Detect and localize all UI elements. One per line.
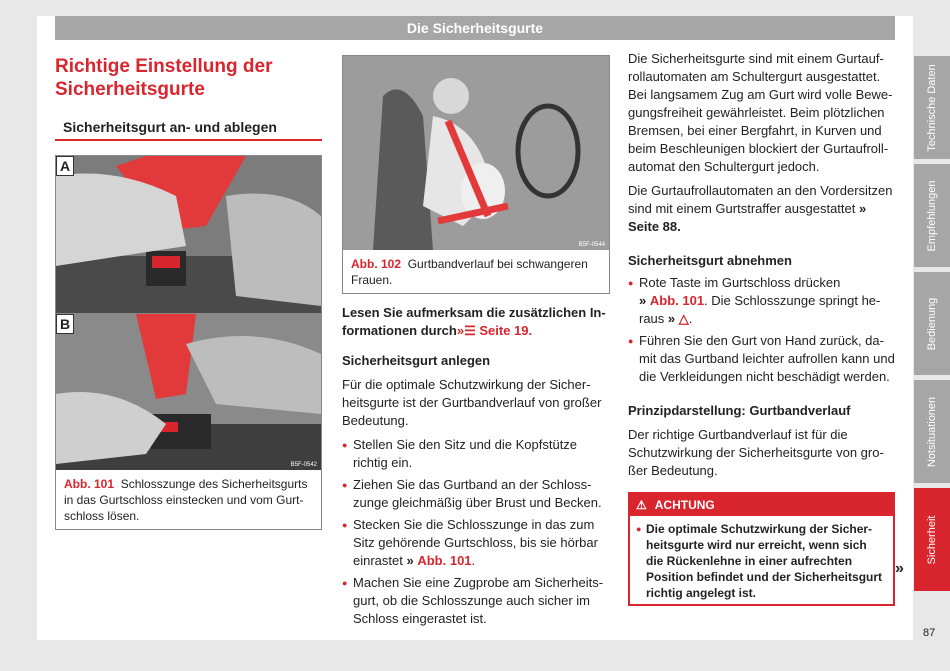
paragraph-straffer: Die Gurtaufrollautomaten an den Vordersitzen sind mit einem Gurtstraffer ausgestattet » Seite 88. <box>628 183 893 234</box>
steps-list <box>342 436 610 628</box>
warning-box <box>628 492 895 606</box>
list-item: ● Ziehen Sie das Gurtband an der Schlosszunge gleichmäßig über Brust und Becken. <box>342 476 610 512</box>
figure-code: B5F-0542 <box>290 462 317 468</box>
subheading-anlegen: Sicherheitsgurt anlegen <box>342 353 491 368</box>
tab-empfehlungen[interactable]: Empfehlungen <box>914 164 950 267</box>
subheading-abnehmen: Sicherheitsgurt abnehmen <box>628 253 792 268</box>
column-left <box>55 50 322 530</box>
page-number: 87 <box>923 627 936 639</box>
list-item: ● Stecken Sie die Schlosszunge in das zum Sitz gehörende Gurtschloss, bis sie hörbar einrastet » Abb. 101. <box>342 516 610 570</box>
column-middle <box>342 50 610 628</box>
pregnant-driver-illustration <box>343 56 609 250</box>
figure-code: B5F-0544 <box>578 242 605 248</box>
paragraph-anlegen: Für die optimale Schutzwirkung der Sicherheitsgurte ist der Gurtbandverlauf von großer Bedeutung. <box>342 377 602 428</box>
figure-101 <box>55 155 322 530</box>
column-right <box>628 50 895 606</box>
figure-label-b: B <box>56 314 74 334</box>
figure-102-caption <box>343 250 609 293</box>
figure-101-caption <box>56 470 321 529</box>
figure-number: Abb. 101 <box>64 477 115 491</box>
ref-arrow: » <box>456 323 465 338</box>
remove-list <box>628 274 895 386</box>
section-heading: Sicherheitsgurt an- und ablegen <box>55 117 322 141</box>
warning-icon: ⚠ <box>636 498 647 512</box>
list-item: ● Führen Sie den Gurt von Hand zurück, damit das Gurtband leichter aufrollen kann und die Verkleidungen nicht beschädigt werden. <box>628 332 895 386</box>
page-ref-link[interactable]: Seite 19. <box>479 323 533 338</box>
tab-sicherheit[interactable]: Sicherheit <box>914 488 950 591</box>
figure-102 <box>342 55 610 294</box>
tab-technische-daten[interactable]: Technische Daten <box>914 56 950 159</box>
paragraph-aufroll: Die Sicherheitsgurte sind mit einem Gurtaufrollautomaten am Schultergurt ausgestattet. Bei langsamem Zug am Gurt wird volle Bewegungsfreiheit gewährleistet. Beim plötzlichen Bremsen, bei einer Bergfahrt, in Kurven und beim Beschleunigen blockiert der Gurtaufrollautomat den Schultergurt jedoch. <box>628 51 893 174</box>
chapter-header: Die Sicherheitsgurte <box>55 16 895 40</box>
figure-number: Abb. 102 <box>351 257 402 271</box>
seatbelt-buckle-illustration-b <box>56 314 321 470</box>
subheading-prinzip: Prinzipdarstellung: Gurtbandverlauf <box>628 403 851 418</box>
figure-102-image <box>343 56 609 250</box>
paragraph-prinzip: Der richtige Gurtbandverlauf ist für die Schutzwirkung der Sicherheitsgurte von großer Bedeutung. <box>628 427 884 478</box>
continue-arrow-icon: » <box>895 560 904 577</box>
tab-bedienung[interactable]: Bedienung <box>914 272 950 375</box>
page-ref-link[interactable]: Seite 88. <box>628 219 681 234</box>
section-tabs <box>914 56 950 596</box>
warning-triangle-icon: △ <box>678 311 689 326</box>
list-item: ● Machen Sie eine Zugprobe am Sicherheitsgurt, ob die Schlosszunge auch sicher im Schloss eingerastet ist. <box>342 574 610 628</box>
figure-101-panel-a <box>56 156 321 313</box>
figure-ref-link[interactable]: Abb. 101 <box>417 553 472 568</box>
seatbelt-buckle-illustration-a <box>56 156 321 313</box>
warning-header: ⚠ ACHTUNG <box>630 494 893 516</box>
warning-text: ● Die optimale Schutzwirkung der Sicherheitsgurte wird nur erreicht, wenn sich die Rückenlehne in einer aufrechten Position befindet und der Sicherheitsgurt richtig angelegt ist. <box>630 516 893 604</box>
list-item: ● Stellen Sie den Sitz und die Kopfstütze richtig ein. <box>342 436 610 472</box>
figure-label-a: A <box>56 156 74 176</box>
figure-ref-link[interactable]: Abb. 101 <box>649 293 705 308</box>
figure-caption-text: Schlosszunge des Sicherheitsgurts in das Gurtschloss einstecken und vom Gurtschloss lösen. <box>64 477 308 523</box>
book-icon: ☰ <box>464 323 476 338</box>
tab-notsituationen[interactable]: Notsituationen <box>914 380 950 483</box>
figure-101-panel-b <box>56 313 321 470</box>
intro-paragraph: Lesen Sie aufmerksam die zusätzlichen Informationen durch»☰ Seite 19. <box>342 305 606 338</box>
list-item: ● Rote Taste im Gurtschloss drücken » Abb. 101. Die Schlosszunge springt heraus » △. <box>628 274 895 328</box>
page-title: Richtige Einstellung der Sicherheitsgurte <box>55 56 273 100</box>
figure-caption-text: Gurtbandverlauf bei schwangeren Frauen. <box>351 257 588 287</box>
